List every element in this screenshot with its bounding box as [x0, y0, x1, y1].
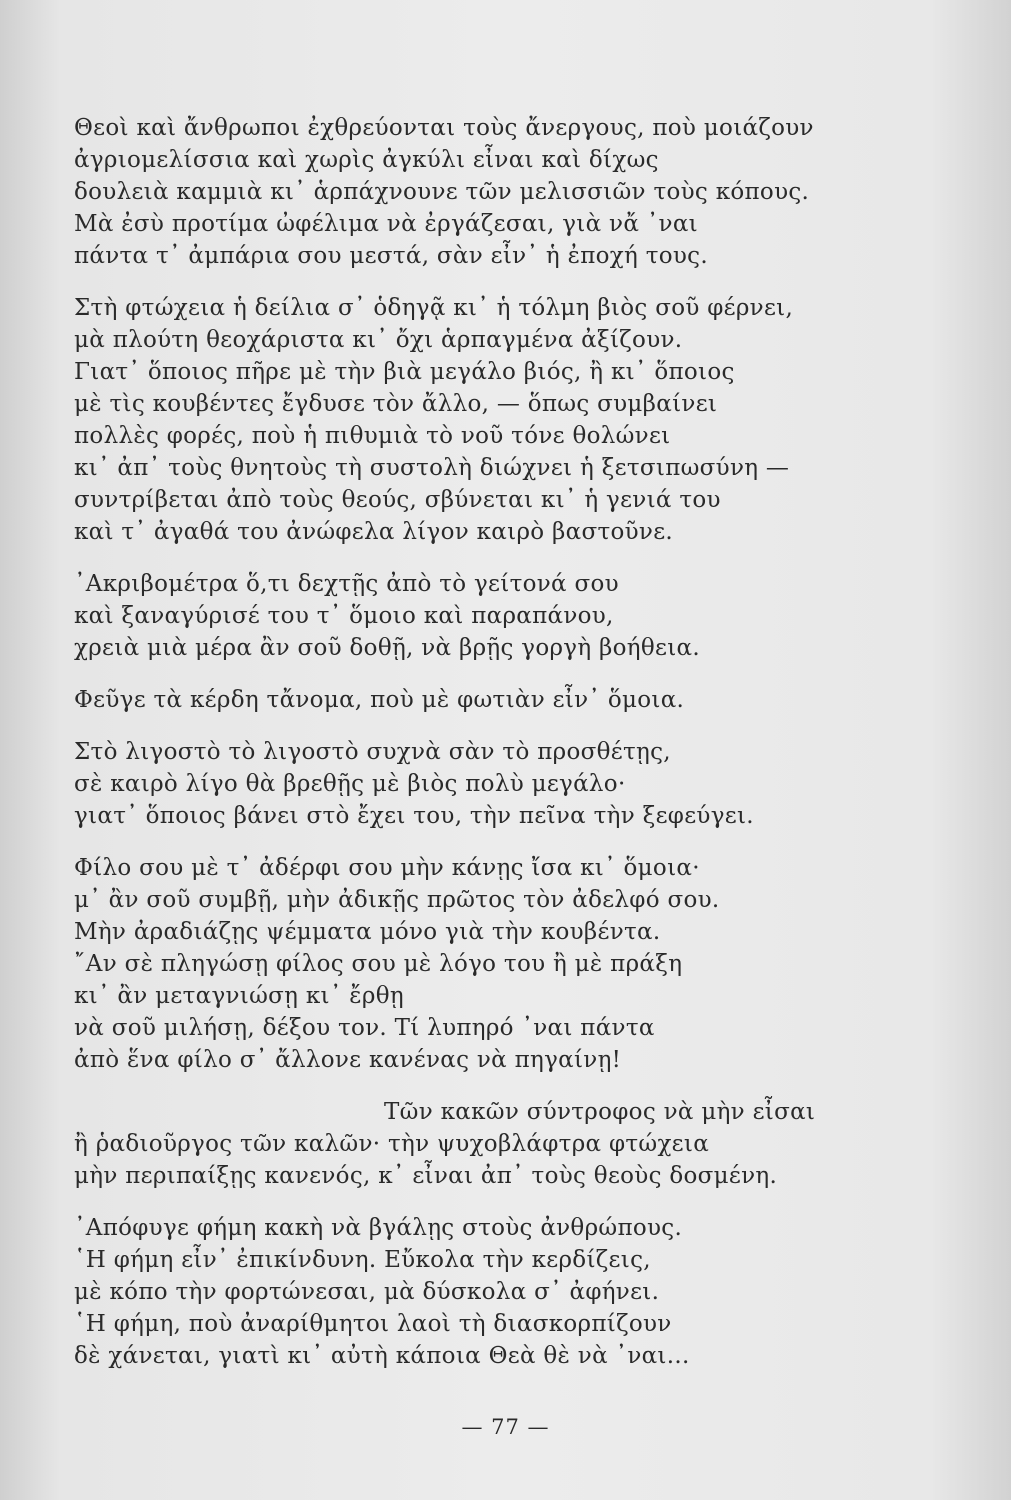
verse-line: Μὰ ἐσὺ προτίμα ὠφέλιμα νὰ ἐργάζεσαι, γιὰ νἄ ᾿ναι	[74, 211, 698, 237]
verse-line: Τῶν κακῶν σύντροφος νὰ μὴν εἶσαι	[384, 1099, 816, 1125]
verse-line: συντρίβεται ἀπὸ τοὺς θεούς, σβύνεται κι᾿ ἡ γενιά του	[74, 487, 721, 513]
verse-line: καὶ τ᾿ ἀγαθά του ἀνώφελα λίγον καιρὸ βαστοῦνε.	[74, 519, 674, 545]
verse-line: Φίλο σου μὲ τ᾿ ἀδέρφι σου μὴν κάνῃς ἴσα κι᾿ ὅμοια·	[74, 855, 700, 881]
verse-line: μ᾿ ἂν σοῦ συμβῇ, μὴν ἀδικῇς πρῶτος τὸν ἀδελφό σου.	[74, 887, 720, 913]
verse-line: ἀπὸ ἕνα φίλο σ᾿ ἄλλονε κανένας νὰ πηγαίνῃ!	[74, 1047, 622, 1073]
verse-line: μὲ τὶς κουβέντες ἔγδυσε τὸν ἄλλο, — ὅπως συμβαίνει	[74, 391, 718, 417]
stanza	[74, 736, 934, 832]
poem-text	[74, 112, 934, 1392]
verse-line: μὲ κόπο τὴν φορτώνεσαι, μὰ δύσκολα σ᾿ ἀφήνει.	[74, 1279, 660, 1305]
verse-line: ᾿Απόφυγε φήμη κακὴ νὰ βγάλῃς στοὺς ἀνθρώπους.	[74, 1215, 683, 1241]
verse-line: μὰ πλούτη θεοχάριστα κι᾿ ὄχι ἁρπαγμένα ἀξίζουν.	[74, 327, 683, 353]
verse-line: ἢ ῥαδιοῦργος τῶν καλῶν· τὴν ψυχοβλάφτρα φτώχεια	[74, 1131, 710, 1157]
verse-line: Στὴ φτώχεια ἡ δείλια σ᾿ ὁδηγᾷ κι᾿ ἡ τόλμη βιὸς σοῦ φέρνει,	[74, 295, 794, 321]
verse-line: Στὸ λιγοστὸ τὸ λιγοστὸ συχνὰ σὰν τὸ προσθέτῃς,	[74, 739, 671, 765]
verse-line: νὰ σοῦ μιλήσῃ, δέξου τον. Τί λυπηρό ᾿ναι πάντα	[74, 1015, 655, 1041]
verse-line: δουλειὰ καμμιὰ κι᾿ ἁρπάχνουνε τῶν μελισσιῶν τοὺς κόπους.	[74, 179, 810, 205]
stanza	[74, 1212, 934, 1372]
verse-line: κι᾿ ἀπ᾿ τοὺς θνητοὺς τὴ συστολὴ διώχνει ἡ ξετσιπωσύνη —	[74, 455, 790, 481]
verse-line: ῎Αν σὲ πληγώσῃ φίλος σου μὲ λόγο του ἢ μὲ πράξη	[74, 951, 683, 977]
verse-line: Γιατ᾿ ὅποιος πῆρε μὲ τὴν βιὰ μεγάλο βιός, ἢ κι᾿ ὅποιος	[74, 359, 735, 385]
verse-line: δὲ χάνεται, γιατὶ κι᾿ αὐτὴ κάποια Θεὰ θὲ νὰ ᾿ναι...	[74, 1343, 690, 1369]
verse-line: ῾Η φήμη, ποὺ ἀναρίθμητοι λαοὶ τὴ διασκορπίζουν	[74, 1311, 672, 1337]
verse-line: Φεῦγε τὰ κέρδη τἄνομα, ποὺ μὲ φωτιὰν εἶν᾿ ὅμοια.	[74, 687, 685, 713]
verse-line: Μὴν ἀραδιάζῃς ψέμματα μόνο γιὰ τὴν κουβέντα.	[74, 919, 661, 945]
stanza	[74, 568, 934, 664]
verse-line: ῾Η φήμη εἶν᾿ ἐπικίνδυνη. Εὔκολα τὴν κερδίζεις,	[74, 1247, 651, 1273]
stanza	[74, 292, 934, 548]
verse-line: καὶ ξαναγύρισέ του τ᾿ ὅμοιο καὶ παραπάνου,	[74, 603, 614, 629]
verse-line: ᾿Ακριβομέτρα ὅ,τι δεχτῇς ἀπὸ τὸ γείτονά σου	[74, 571, 619, 597]
verse-line: πολλὲς φορές, ποὺ ἡ πιθυμιὰ τὸ νοῦ τόνε θολώνει	[74, 423, 671, 449]
stanza	[74, 1096, 934, 1192]
stanza	[74, 852, 934, 1076]
verse-line: Θεοὶ καὶ ἄνθρωποι ἐχθρεύονται τοὺς ἄνεργους, ποὺ μοιάζουν	[74, 115, 814, 141]
verse-line: πάντα τ᾿ ἀμπάρια σου μεστά, σὰν εἶν᾿ ἡ ἐποχή τους.	[74, 243, 708, 269]
verse-line: κι᾿ ἂν μεταγνιώσῃ κι᾿ ἔρθῃ	[74, 983, 404, 1009]
stanza	[74, 684, 934, 716]
verse-line: γιατ᾿ ὅποιος βάνει στὸ ἔχει του, τὴν πεῖνα τὴν ξεφεύγει.	[74, 803, 754, 829]
verse-line: σὲ καιρὸ λίγο θὰ βρεθῇς μὲ βιὸς πολὺ μεγάλο·	[74, 771, 626, 797]
page-number: — 77 —	[461, 1415, 550, 1439]
stanza	[74, 112, 934, 272]
verse-line: χρειὰ μιὰ μέρα ἂν σοῦ δοθῇ, νὰ βρῇς γοργὴ βοήθεια.	[74, 635, 700, 661]
verse-line: μὴν περιπαίξῃς κανενός, κ᾿ εἶναι ἀπ᾿ τοὺς θεοὺς δοσμένη.	[74, 1163, 778, 1189]
verse-line: ἀγριομελίσσια καὶ χωρὶς ἀγκύλι εἶναι καὶ δίχως	[74, 147, 659, 173]
